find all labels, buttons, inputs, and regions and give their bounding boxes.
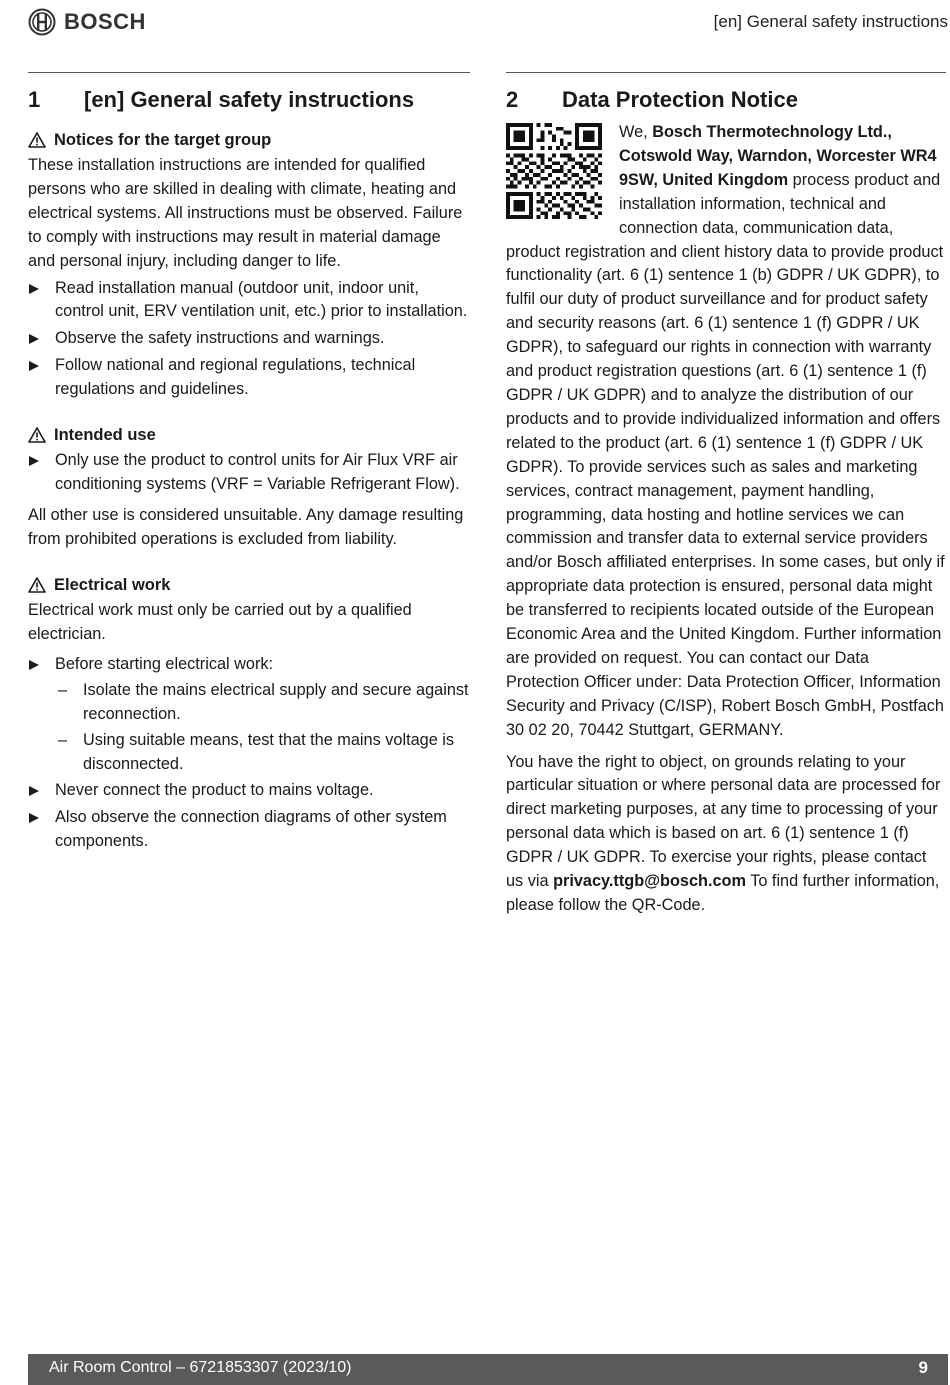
target-group-heading [28,129,470,151]
section-1-heading [28,87,470,113]
intended-use-title: Intended use [54,426,156,445]
data-protection-paragraph-1: We, Bosch Thermotechnology Ltd., Cotswold Way, Warndon, Worcester WR4 9SW, United Kingdom process product and installation information, technical and connection data, communication data, product registration and client history data to provide product functionality (art. 6 (1) sentence 1 (b) GDPR / UK GDPR), to fulfil our duty of product surveillance and for product safety and security reasons (art. 6 (1) sentence 1 (f) GDPR / UK GDPR), to safeguard our rights in connection with warranty and product registration questions (art. 6 (1) sentence 1 (f) GDPR / UK GDPR) and to analyze the distribution of our products and to provide individualized information and offers related to the product (art. 6 (1) sentence 1 (f) GDPR / UK GDPR). To provide services such as sales and marketing services, contract management, payment handling, programming, data hosting and hotline services we can commission and transfer data to external service providers and/or Bosch affiliated enterprises. In some cases, but only if appropriate data protection is ensured, personal data might be transferred to recipients located outside of the European Economic Area and the United Kingdom. Further information are provided on request. You can contact our Data Protection Officer under: Data Protection Officer, Information Security and Privacy (C/ISP), Robert Bosch GmbH, Postfach 30 02 20, 70442 Stuttgart, GERMANY. [506,123,945,739]
intended-use-list [28,449,470,497]
section-title: [en] General safety instructions [84,87,415,112]
bullet-arrow-icon [29,813,39,823]
document-id: Air Room Control – 6721853307 (2023/10) [49,1359,352,1376]
page-header [0,0,950,44]
target-group-list [28,277,470,403]
page-footer [28,1354,948,1385]
bosch-armature-icon [28,8,56,36]
list-item: Follow national and regional regulations, technical regulations and guidelines. [28,354,470,402]
warning-icon [28,577,46,593]
list-item: – Using suitable means, test that the mains voltage is disconnected. [58,731,455,774]
data-protection-body [506,121,946,918]
target-group-title: Notices for the target group [54,131,272,149]
page-number: 9 [918,1358,928,1377]
target-group-text: These installation instructions are intended for qualified persons who are skilled in dealing with climate, heating and electrical systems. All instructions must be observed. Failure to comply with instructions may result in material damage and personal injury, including danger to life. [28,156,463,270]
company-address: Bosch Thermotechnology Ltd., Cotswold Way, Warndon, Worcester WR4 9SW, United Kingdom [619,123,937,189]
column-rule [28,72,470,73]
electrical-work-title: Electrical work [54,575,171,594]
bullet-arrow-icon [29,456,39,466]
qr-code [506,123,602,219]
bullet-arrow-icon [29,786,39,796]
warning-icon [28,427,46,443]
dash-mark: – [58,731,68,750]
electrical-work-list [28,653,470,677]
running-header: [en] General safety instructions [713,12,948,31]
section-2-heading [506,87,946,113]
left-column [28,72,470,857]
electrical-work-text: Electrical work must only be carried out by a qualified electrician. [28,600,412,643]
bullet-arrow-icon [29,334,39,344]
intended-use-heading [28,424,470,446]
bullet-arrow-icon [29,361,39,371]
list-item: Read installation manual (outdoor unit, indoor unit, control unit, ERV ventilation unit, etc.) prior to installation. [28,277,470,325]
list-item: – Isolate the mains electrical supply and secure against reconnection. [58,681,469,724]
list-item: Observe the safety instructions and warnings. [28,327,470,351]
section-number: 2 [506,87,519,112]
section-title: Data Protection Notice [562,87,798,112]
electrical-work-heading [28,574,470,596]
privacy-email: privacy.ttgb@bosch.com [553,872,746,891]
list-item: Also observe the connection diagrams of other system components. [28,806,470,854]
column-rule [506,72,946,73]
list-item: Only use the product to control units for Air Flux VRF air conditioning systems (VRF = Variable Refrigerant Flow). [28,449,470,497]
intended-use-text: All other use is considered unsuitable. Any damage resulting from prohibited operations is excluded from liability. [28,505,464,548]
electrical-sub-list [55,679,470,777]
electrical-work-list-2 [28,779,470,854]
bosch-logo [28,8,146,36]
data-protection-paragraph-2: You have the right to object, on grounds relating to your particular situation or where personal data are processed for direct marketing purposes, at any time to processing of your personal data which is based on art. 6 (1) sentence 1 (f) GDPR / UK GDPR. To exercise your rights, please contact us via privacy.ttgb@bosch.com To find further information, please follow the QR-Code. [506,752,941,914]
warning-icon [28,132,46,148]
brand-name: BOSCH [64,9,146,34]
bullet-arrow-icon [29,660,39,670]
dash-mark: – [58,681,68,700]
bullet-arrow-icon [29,284,39,294]
right-column [506,72,946,918]
list-item: Before starting electrical work: [28,653,470,677]
section-number: 1 [28,87,41,112]
list-item: Never connect the product to mains voltage. [28,779,470,803]
